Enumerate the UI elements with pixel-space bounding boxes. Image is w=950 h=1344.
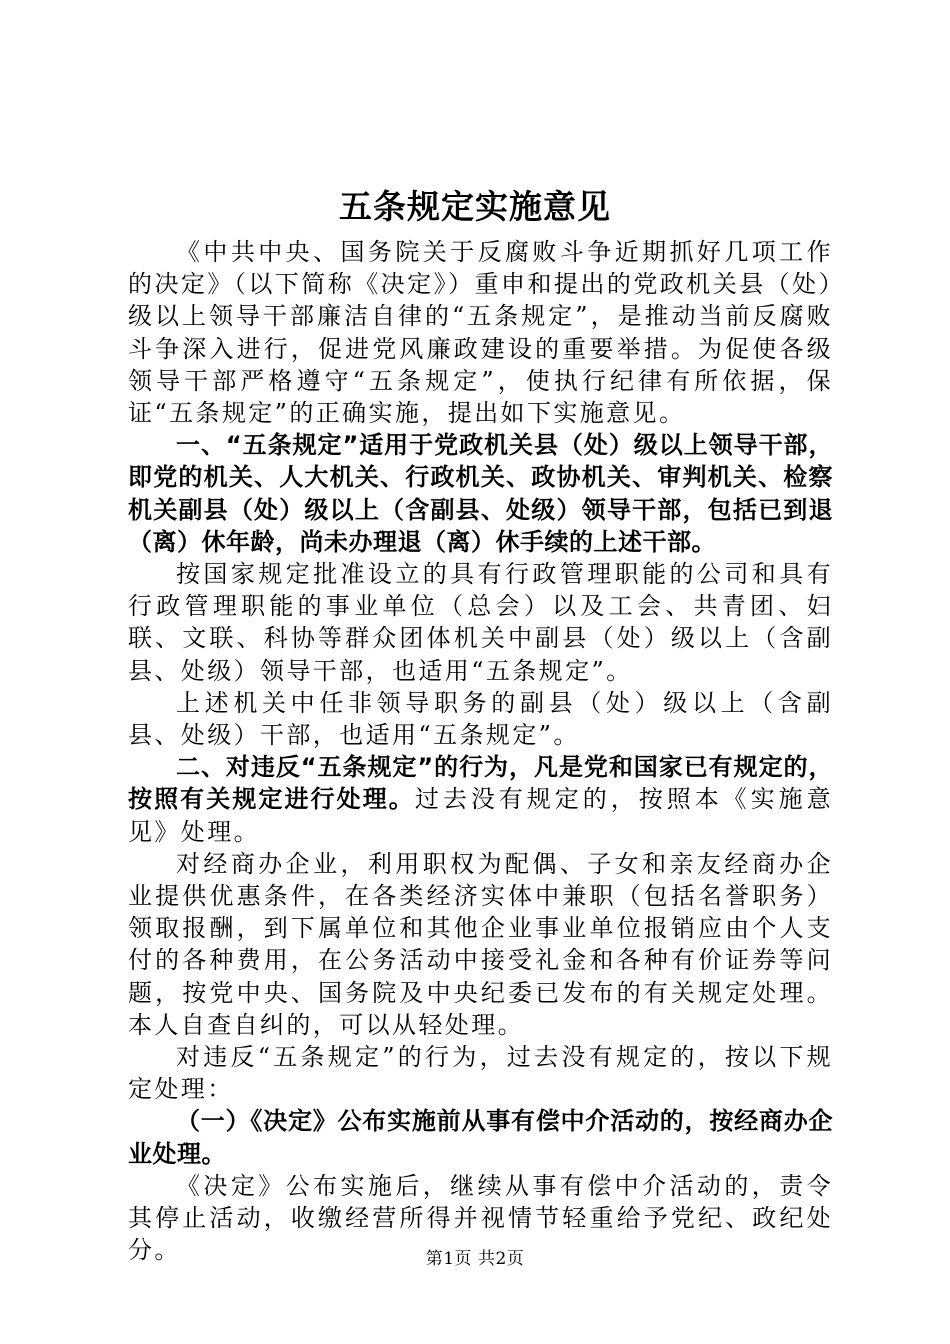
page-number-footer: 第1页 共2页 <box>425 1249 525 1269</box>
document-body <box>128 236 833 1267</box>
item-one-heading: （一）《决定》公布实施前从事有偿中介活动的，按经商办企业处理。 <box>128 1107 833 1168</box>
section-one-heading-paragraph: 一、“五条规定”适用于党政机关县（处）级以上领导干部，即党的机关、人大机关、行政机关、政协机关、审判机关、检察机关副县（处）级以上（含副县、处级）领导干部，包括已到退（离）休年龄，尚未办理退（离）休手续的上述干部。 <box>128 431 833 556</box>
business-rules-paragraph: 对经商办企业，利用职权为配偶、子女和亲友经商办企业提供优惠条件，在各类经济实体中兼职（包括名誉职务）领取报酬，到下属单位和其他企业事业单位报销应由个人支付的各种费用，在公务活动中接受礼金和各种有价证券等问题，按党中央、国务院及中央纪委已发布的有关规定处理。本人自查自纠的，可以从轻处理。 <box>128 849 833 1039</box>
intro-paragraph: 《中共中央、国务院关于反腐败斗争近期抓好几项工作的决定》（以下简称《决定》）重申和提出的党政机关县（处）级以上领导干部廉洁自律的“五条规定”，是推动当前反腐败斗争深入进行，促进党风廉政建设的重要举措。为促使各级领导干部严格遵守“五条规定”，使执行纪律有所依据，保证“五条规定”的正确实施，提出如下实施意见。 <box>128 238 833 428</box>
no-precedent-paragraph: 对违反“五条规定”的行为，过去没有规定的，按以下规定处理： <box>128 1043 833 1104</box>
item-one-follow-paragraph: 《决定》公布实施后，继续从事有偿中介活动的，责令其停止活动，收缴经营所得并视情节轻重给予党纪、政纪处分。 <box>128 1171 833 1265</box>
section-two-heading: 二、对违反“五条规定”的行为，凡是党和国家已有规定的，按照有关规定进行处理。 <box>128 753 833 814</box>
section-one-scope-paragraph: 按国家规定批准设立的具有行政管理职能的公司和具有行政管理职能的事业单位（总会）以及工会、共青团、妇联、文联、科协等群众团体机关中副县（处）级以上（含副县、处级）领导干部，也适用“五条规定”。 <box>128 560 833 685</box>
section-two-rest: 过去没有规定的，按照本《实施意见》处理。 <box>128 785 834 846</box>
section-two-paragraph <box>128 751 833 848</box>
section-one-nonleader-paragraph: 上述机关中任非领导职务的副县（处）级以上（含副县、处级）干部，也适用“五条规定”。 <box>128 688 833 750</box>
document-title: 五条规定实施意见 <box>339 187 611 226</box>
